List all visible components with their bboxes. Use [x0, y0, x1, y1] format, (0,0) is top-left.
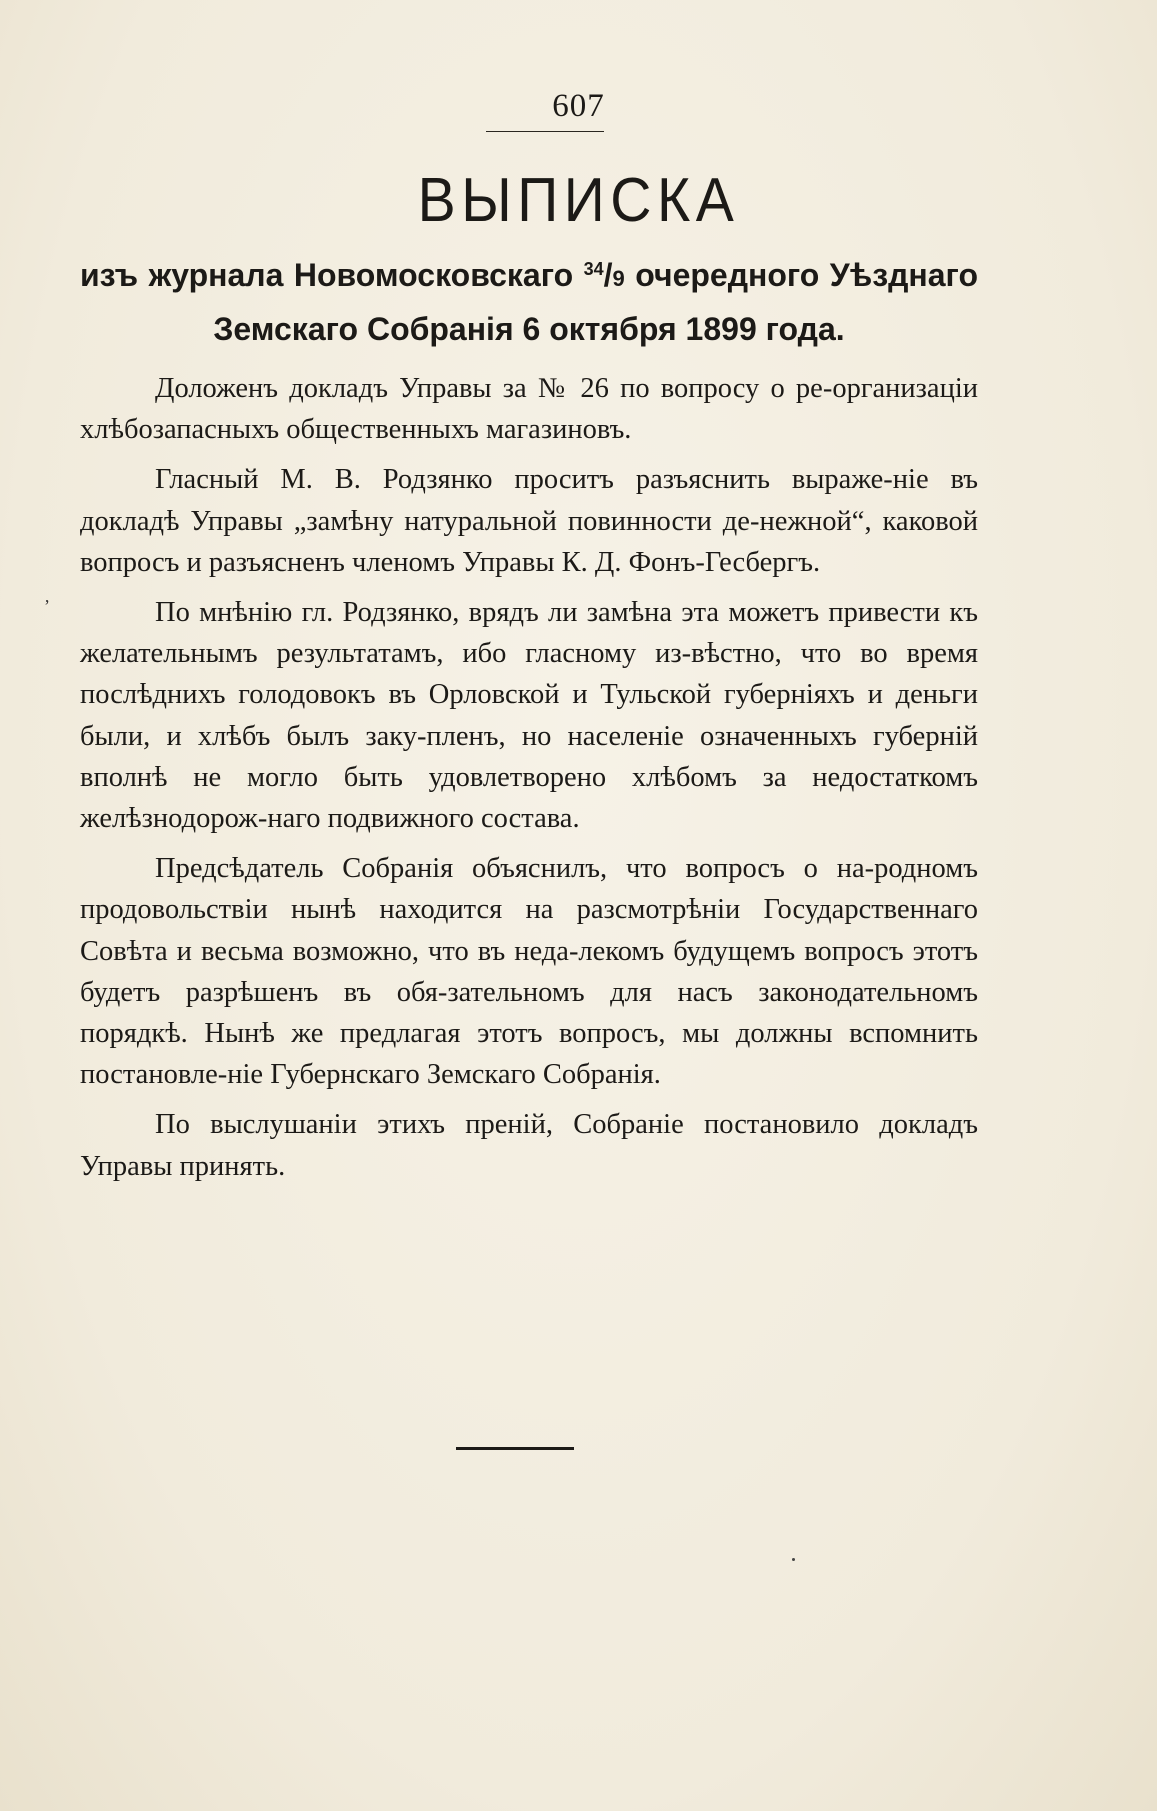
end-rule: [456, 1447, 574, 1450]
fraction-denominator: 9: [612, 266, 625, 291]
page-number-rule: [486, 131, 604, 132]
paragraph: Доложенъ докладъ Управы за № 26 по вопросу о ре-организаціи хлѣбозапасныхъ общественныхъ магазиновъ.: [80, 373, 978, 446]
subtitle-word: Уѣзднаго: [829, 257, 978, 293]
session-fraction: $^{34}$/9: [583, 257, 625, 293]
fraction-numerator: 34: [583, 259, 604, 279]
paragraph: По мнѣнію гл. Родзянко, врядъ ли замѣна эта можетъ привести къ желательнымъ результатамъ, ибо гласному из-вѣстно, что во время послѣднихъ голодовокъ въ Орловской и Тульской губерніяхъ и деньги были, и хлѣбъ былъ заку-пленъ, но населеніе означенныхъ губерній вполнѣ не могло быть удовлетворено хлѣбомъ за недостаткомъ желѣзнодорож-наго подвижного состава.: [80, 597, 978, 835]
subtitle-word: журнала: [148, 257, 284, 293]
paragraph: Предсѣдатель Собранія объяснилъ, что вопросъ о на-родномъ продовольствіи нынѣ находится на разсмотрѣніи Государственнаго Совѣта и весьма возможно, что въ неда-лекомъ будущемъ вопросъ этотъ будетъ разрѣшенъ въ обя-зательномъ для насъ законодательномъ порядкѣ. Нынѣ же предлагая этотъ вопросъ, мы должны вспомнить постановле-ніе Губернскаго Земскаго Собранія.: [80, 853, 978, 1091]
subtitle-line-2: Земскаго Собранія 6 октября 1899 года.: [213, 311, 845, 347]
subtitle-line-1: [80, 250, 978, 304]
page-number: 607: [552, 88, 605, 124]
subtitle-word: очередного: [635, 257, 820, 293]
document-subtitle: [80, 250, 978, 354]
margin-mark: ’: [44, 596, 50, 616]
body-text: [80, 368, 978, 1196]
document-title: ВЫПИСКА: [417, 166, 740, 235]
stray-dot: [792, 1558, 795, 1561]
subtitle-word: изъ: [80, 257, 139, 293]
paragraph: Гласный М. В. Родзянко проситъ разъяснить выраже-ніе въ докладѣ Управы „замѣну натуральной повинности де-нежной“, каковой вопросъ и разъясненъ членомъ Управы К. Д. Фонъ-Гесбергъ.: [80, 464, 978, 578]
paragraph: По выслушаніи этихъ преній, Собраніе постановило докладъ Управы принять.: [80, 1109, 978, 1182]
subtitle-word: Новомосковскаго: [293, 257, 574, 293]
